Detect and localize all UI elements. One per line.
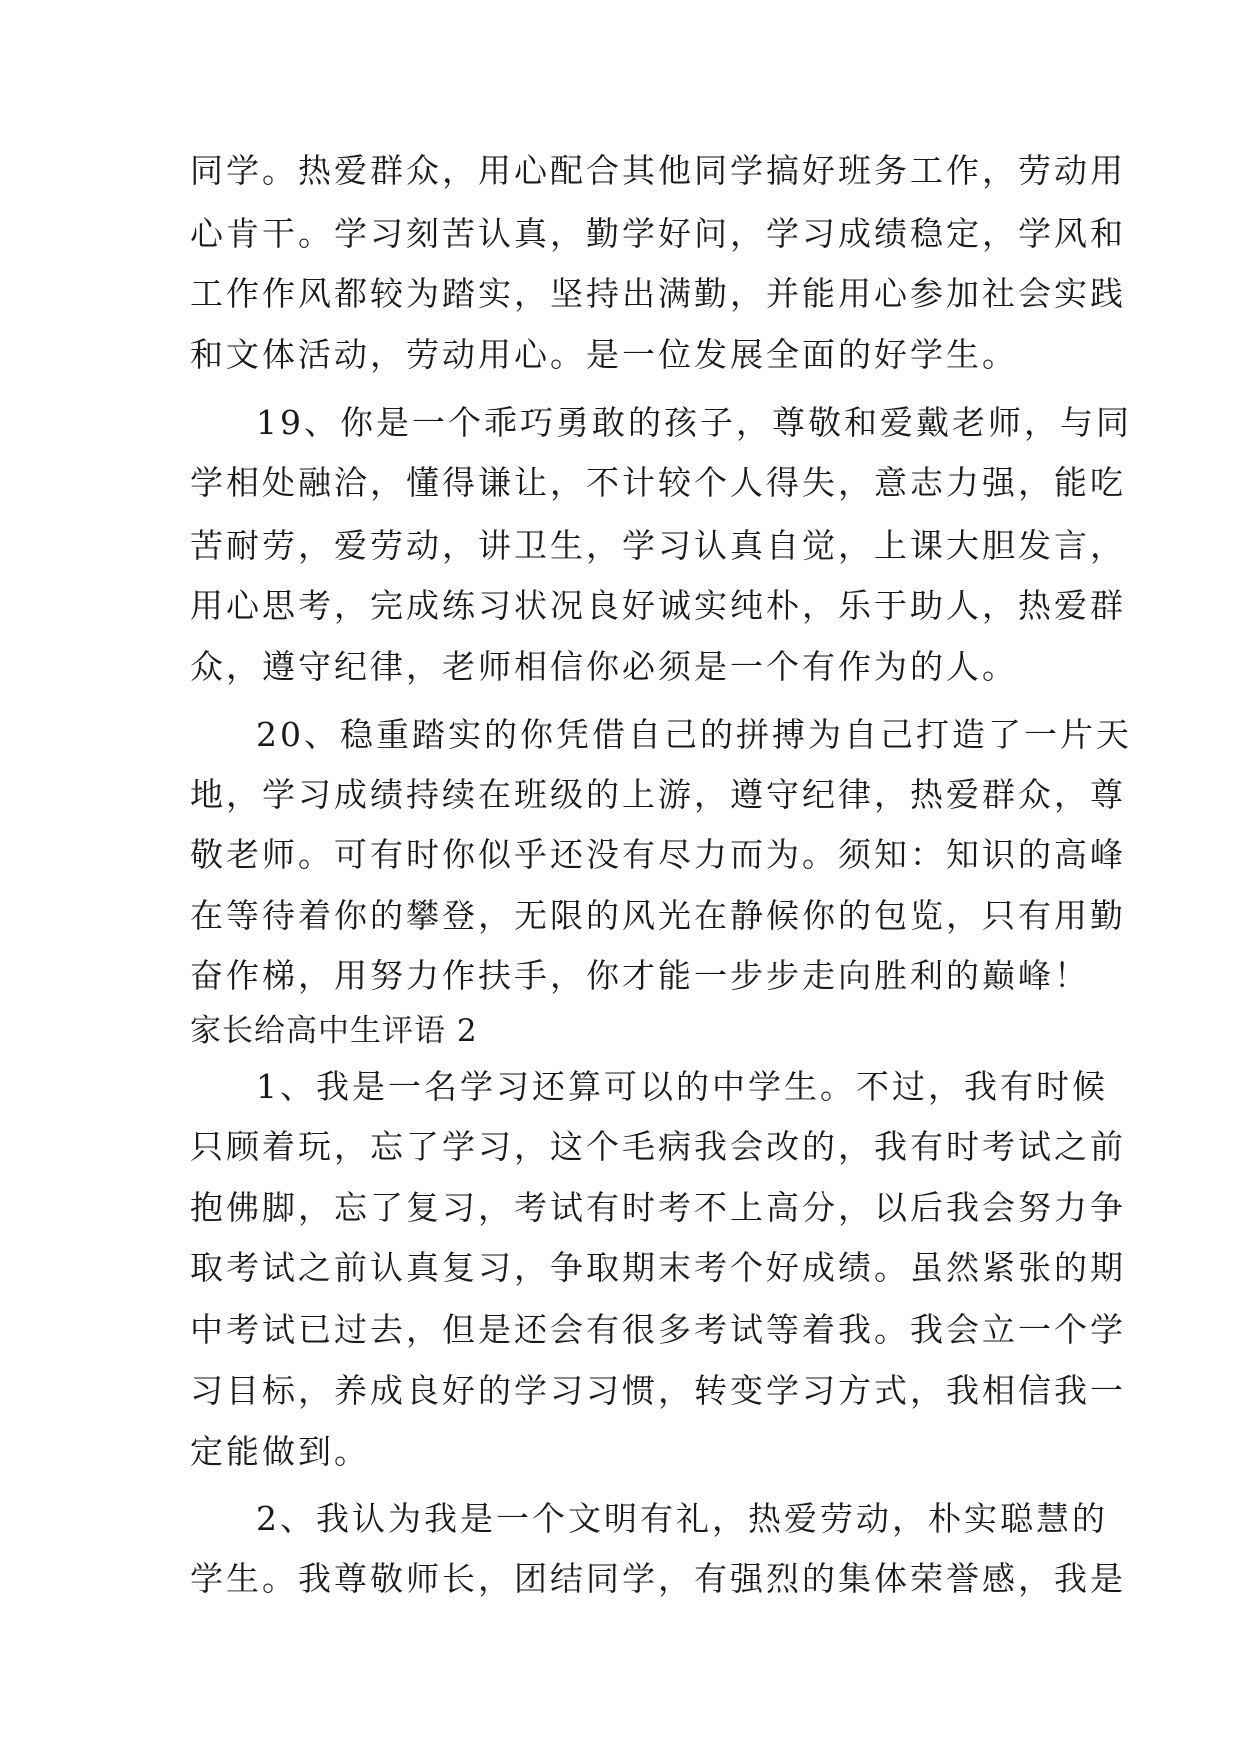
body-text-line: 取考试之前认真复习，争取期末考个好成绩。虽然紧张的期 [190,1248,1126,1287]
body-text-line: 敬老师。可有时你似乎还没有尽力而为。须知：知识的高峰 [190,835,1126,874]
body-text-line: 和文体活动，劳动用心。是一位发展全面的好学生。 [190,335,1018,374]
body-text-line: 中考试已过去，但是还会有很多考试等着我。我会立一个学 [190,1310,1126,1349]
body-text-line: 只顾着玩，忘了学习，这个毛病我会改的，我有时考试之前 [190,1127,1126,1166]
paragraph-first-line: 1、我是一名学习还算可以的中学生。不过，我有时候 [256,1067,1108,1106]
body-text-line: 苦耐劳，爱劳动，讲卫生，学习认真自觉，上课大胆发言， [190,526,1126,565]
body-text-line: 工作作风都较为踏实，坚持出满勤，并能用心参加社会实践 [190,274,1126,313]
body-text-line: 抱佛脚，忘了复习，考试有时考不上高分，以后我会努力争 [190,1188,1126,1227]
paragraph-first-line: 2、我认为我是一个文明有礼，热爱劳动，朴实聪慧的 [256,1499,1108,1538]
body-text-line: 学生。我尊敬师长，团结同学，有强烈的集体荣誉感，我是 [190,1559,1126,1598]
paragraph-first-line: 20、稳重踏实的你凭借自己的拼搏为自己打造了一片天 [256,715,1132,754]
body-text-line: 地，学习成绩持续在班级的上游，遵守纪律，热爱群众，尊 [190,775,1126,814]
body-text-line: 同学。热爱群众，用心配合其他同学搞好班务工作，劳动用 [190,151,1126,190]
body-text-line: 在等待着你的攀登，无限的风光在静候你的包览，只有用勤 [190,896,1126,935]
body-text-line: 心肯干。学习刻苦认真，勤学好问，学习成绩稳定，学风和 [190,214,1126,253]
body-text-line: 定能做到。 [190,1432,370,1471]
body-text-line: 众，遵守纪律，老师相信你必须是一个有作为的人。 [190,647,1018,686]
body-text-line: 习目标，养成良好的学习习惯，转变学习方式，我相信我一 [190,1371,1126,1410]
body-text-line: 学相处融洽，懂得谦让，不计较个人得失，意志力强，能吃 [190,463,1126,502]
body-text-line: 奋作梯，用努力作扶手，你才能一步步走向胜利的巅峰！ [190,956,1090,995]
paragraph-first-line: 19、你是一个乖巧勇敢的孩子，尊敬和爱戴老师，与同 [256,403,1132,442]
section-heading: 家长给高中生评语 2 [190,1013,478,1049]
body-text-line: 用心思考，完成练习状况良好诚实纯朴，乐于助人，热爱群 [190,586,1126,625]
